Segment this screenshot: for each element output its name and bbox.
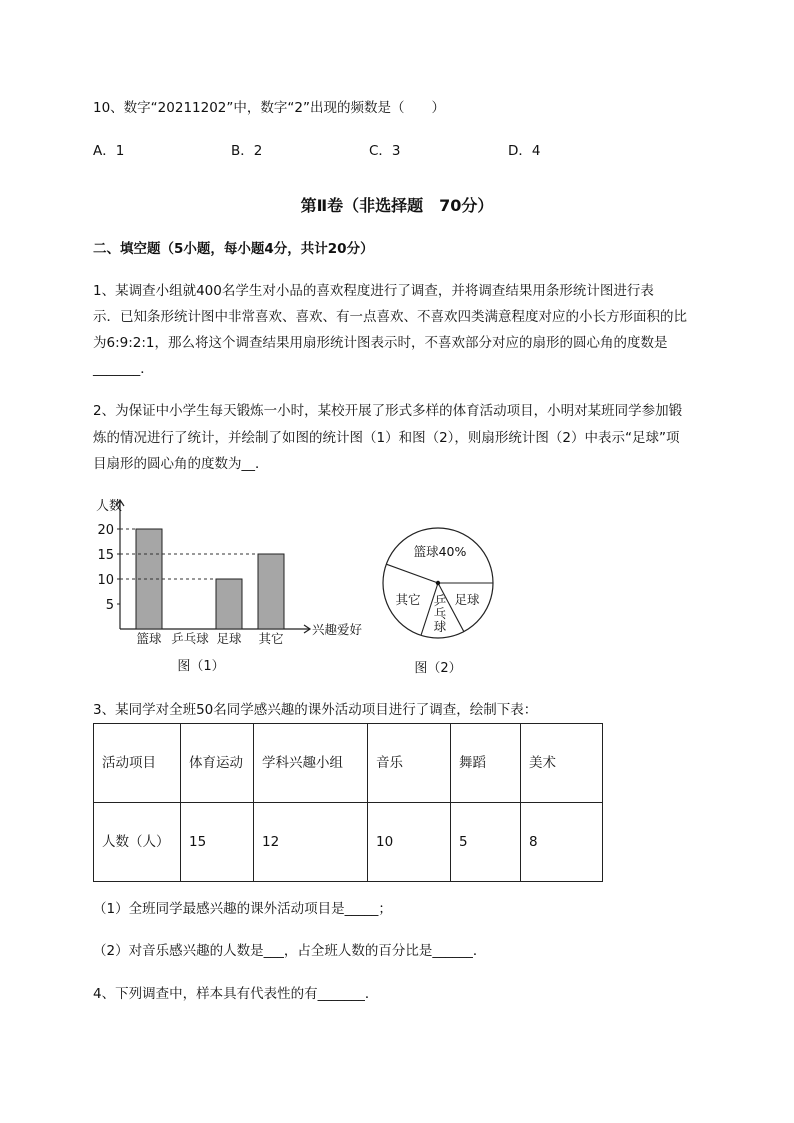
y-tick-label: 5 — [105, 598, 114, 613]
pie-label: 其它 — [395, 592, 421, 607]
chart-caption: 图（1） — [177, 659, 225, 674]
x-axis-label: 兴趣爱好 — [312, 622, 363, 637]
y-tick-label: 20 — [97, 523, 114, 538]
x-tick-label: 足球 — [216, 631, 242, 646]
q10-options — [93, 145, 704, 161]
table-cell: 5 — [451, 803, 521, 882]
pie-chart — [370, 520, 510, 680]
section-title: 第Ⅱ卷（非选择题 70分） — [300, 196, 494, 215]
x-tick-label: 其它 — [258, 631, 284, 646]
table-cell: 10 — [368, 803, 451, 882]
part-heading: 二、填空题（5小题，每小题4分，共计20分） — [93, 241, 374, 257]
q4-stem: 4、下列调查中，样本具有代表性的有_______． — [93, 986, 379, 1002]
table-cell: 12 — [254, 803, 368, 882]
q10-option-b: B．2 — [231, 143, 263, 159]
activity-table — [93, 723, 603, 882]
pie-label: 足球 — [454, 592, 480, 607]
table-cell: 舞蹈 — [451, 724, 521, 803]
y-tick-label: 15 — [97, 548, 114, 563]
q3-sub1: （1）全班同学最感兴趣的课外活动项目是_____； — [93, 901, 392, 917]
q1-line-4: _______． — [93, 361, 154, 377]
q10-option-a: A．1 — [93, 143, 125, 159]
pie-label: 乒 — [433, 593, 447, 608]
q2-line-3: 目扇形的圆心角的度数为__． — [93, 456, 269, 472]
y-axis-label: 人数 — [96, 499, 123, 514]
q1-line-3: 为6:9:2:1，那么将这个调查结果用扇形统计图表示时，不喜欢部分对应的扇形的圆心角的度数是 — [93, 335, 668, 351]
y-tick-label: 10 — [97, 573, 114, 588]
x-tick-label: 乒乓球 — [171, 631, 209, 646]
q1-line-1: 1、某调查小组就400名学生对小品的喜欢程度进行了调查，并将调查结果用条形统计图进行表 — [93, 283, 654, 299]
bar — [258, 554, 284, 629]
bar-chart — [80, 490, 380, 680]
pie-label: 篮球40% — [413, 544, 467, 559]
table-row — [94, 803, 603, 882]
pie-center — [436, 581, 440, 585]
q3-sub2: （2）对音乐感兴趣的人数是___，占全班人数的百分比是______． — [93, 943, 487, 959]
table-cell: 人数（人） — [94, 803, 181, 882]
pie-label: 乓 — [433, 606, 447, 621]
table-cell: 8 — [521, 803, 603, 882]
q2-line-1: 2、为保证中小学生每天锻炼一小时，某校开展了形式多样的体育活动项目，小明对某班同学参加锻 — [93, 403, 683, 419]
table-cell: 活动项目 — [94, 724, 181, 803]
bar — [216, 579, 242, 629]
pie-label: 球 — [433, 619, 447, 634]
q10-option-d: D．4 — [508, 143, 541, 159]
table-cell: 音乐 — [368, 724, 451, 803]
chart-caption: 图（2） — [414, 661, 462, 676]
q1-line-2: 示．已知条形统计图中非常喜欢、喜欢、有一点喜欢、不喜欢四类满意程度对应的小长方形面积的比 — [93, 309, 687, 325]
q2-line-2: 炼的情况进行了统计，并绘制了如图的统计图（1）和图（2），则扇形统计图（2）中表示“足球”项 — [93, 430, 680, 446]
table-row — [94, 724, 603, 803]
q10-stem: 10、数字“20211202”中，数字“2”出现的频数是（ ） — [93, 100, 445, 116]
q10-option-c: C．3 — [369, 143, 401, 159]
table-cell: 美术 — [521, 724, 603, 803]
x-tick-label: 篮球 — [136, 631, 162, 646]
table-cell: 15 — [181, 803, 254, 882]
table-cell: 学科兴趣小组 — [254, 724, 368, 803]
table-cell: 体育运动 — [181, 724, 254, 803]
q3-intro: 3、某同学对全班50名同学感兴趣的课外活动项目进行了调查，绘制下表： — [93, 702, 538, 718]
